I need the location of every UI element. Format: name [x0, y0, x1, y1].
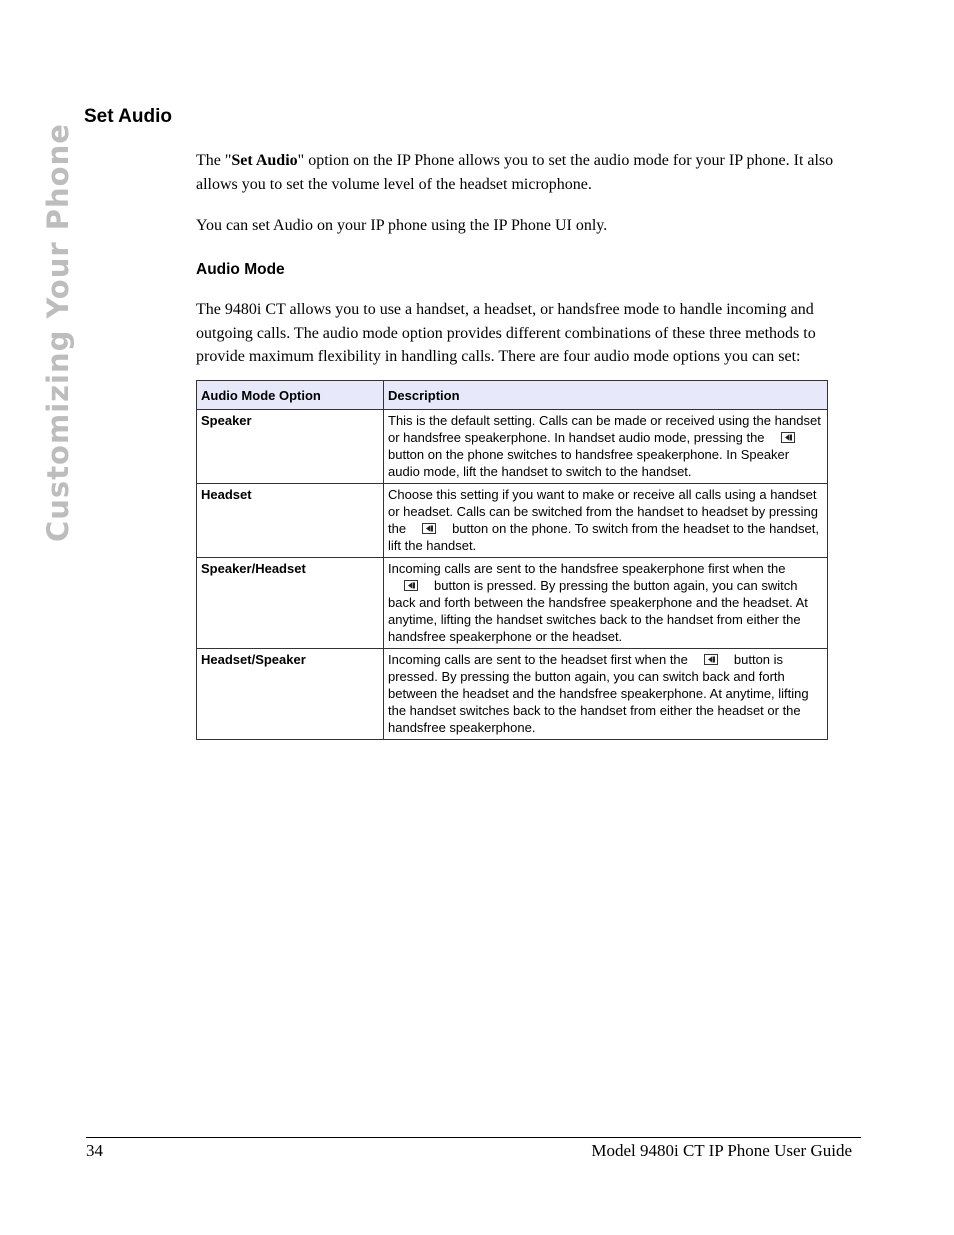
description-text: button is pressed. By pressing the button again, you can switch back and forth between the handsfree speakerphone and the headset. At anytime, lifting the handset switches back to the handset from either the handsfree speakerphone or the headset.	[388, 578, 808, 644]
section-title: Set Audio	[84, 106, 172, 127]
option-cell: Speaker	[197, 410, 384, 484]
table-row	[197, 484, 828, 558]
option-cell: Headset/Speaker	[197, 649, 384, 740]
description-text: button on the phone. To switch from the headset to the handset, lift the handset.	[388, 521, 819, 553]
chapter-sidebar-title: Customizing Your Phone	[41, 123, 75, 542]
column-header-description: Description	[384, 381, 828, 410]
intro-bold-term: Set Audio	[231, 152, 298, 169]
intro-paragraph	[196, 149, 856, 196]
intro-text-after: " option on the IP Phone allows you to set the audio mode for your IP phone. It also allows you to set the volume level of the headset microphone.	[196, 152, 834, 193]
speaker-button-icon	[781, 432, 795, 443]
column-header-option: Audio Mode Option	[197, 381, 384, 410]
subsection-title: Audio Mode	[196, 261, 285, 278]
description-text: Incoming calls are sent to the headset first when the	[388, 652, 688, 667]
audio-mode-table	[196, 380, 828, 740]
guide-title: Model 9480i CT IP Phone User Guide	[591, 1141, 852, 1160]
table-row	[197, 649, 828, 740]
option-cell: Headset	[197, 484, 384, 558]
intro-text-before: The "	[196, 152, 232, 169]
description-cell	[384, 484, 828, 558]
footer-divider	[86, 1137, 861, 1138]
description-text: This is the default setting. Calls can be made or received using the handset or handsfree speakerphone. In handset audio mode, pressing the	[388, 413, 821, 445]
description-cell	[384, 558, 828, 649]
table-header-row	[197, 381, 828, 410]
description-text: Choose this setting if you want to make or receive all calls using a handset or headset. Calls can be switched from the handset to headset by pressing the	[388, 487, 818, 536]
speaker-button-icon	[422, 523, 436, 534]
speaker-button-icon	[404, 580, 418, 591]
description-cell	[384, 410, 828, 484]
table-row	[197, 558, 828, 649]
description-text: button on the phone switches to handsfree speakerphone. In Speaker audio mode, lift the handset to switch to the handset.	[388, 447, 790, 479]
option-cell: Speaker/Headset	[197, 558, 384, 649]
description-text: Incoming calls are sent to the handsfree speakerphone first when the	[388, 561, 786, 576]
table-row	[197, 410, 828, 484]
speaker-button-icon	[704, 654, 718, 665]
audio-mode-paragraph: The 9480i CT allows you to use a handset, a headset, or handsfree mode to handle incoming and outgoing calls. The audio mode option provides different combinations of these three methods to provide maximum flexibility in handling calls. There are four audio mode options you can set:	[196, 301, 816, 365]
description-cell	[384, 649, 828, 740]
ui-only-paragraph: You can set Audio on your IP phone using the IP Phone UI only.	[196, 217, 608, 234]
description-text: button is pressed. By pressing the button again, you can switch back and forth between the headset and the handsfree speakerphone. At anytime, lifting the handset switches back to the handset from either the headset or the handsfree speakerphone.	[388, 652, 809, 735]
page-number: 34	[86, 1141, 103, 1160]
